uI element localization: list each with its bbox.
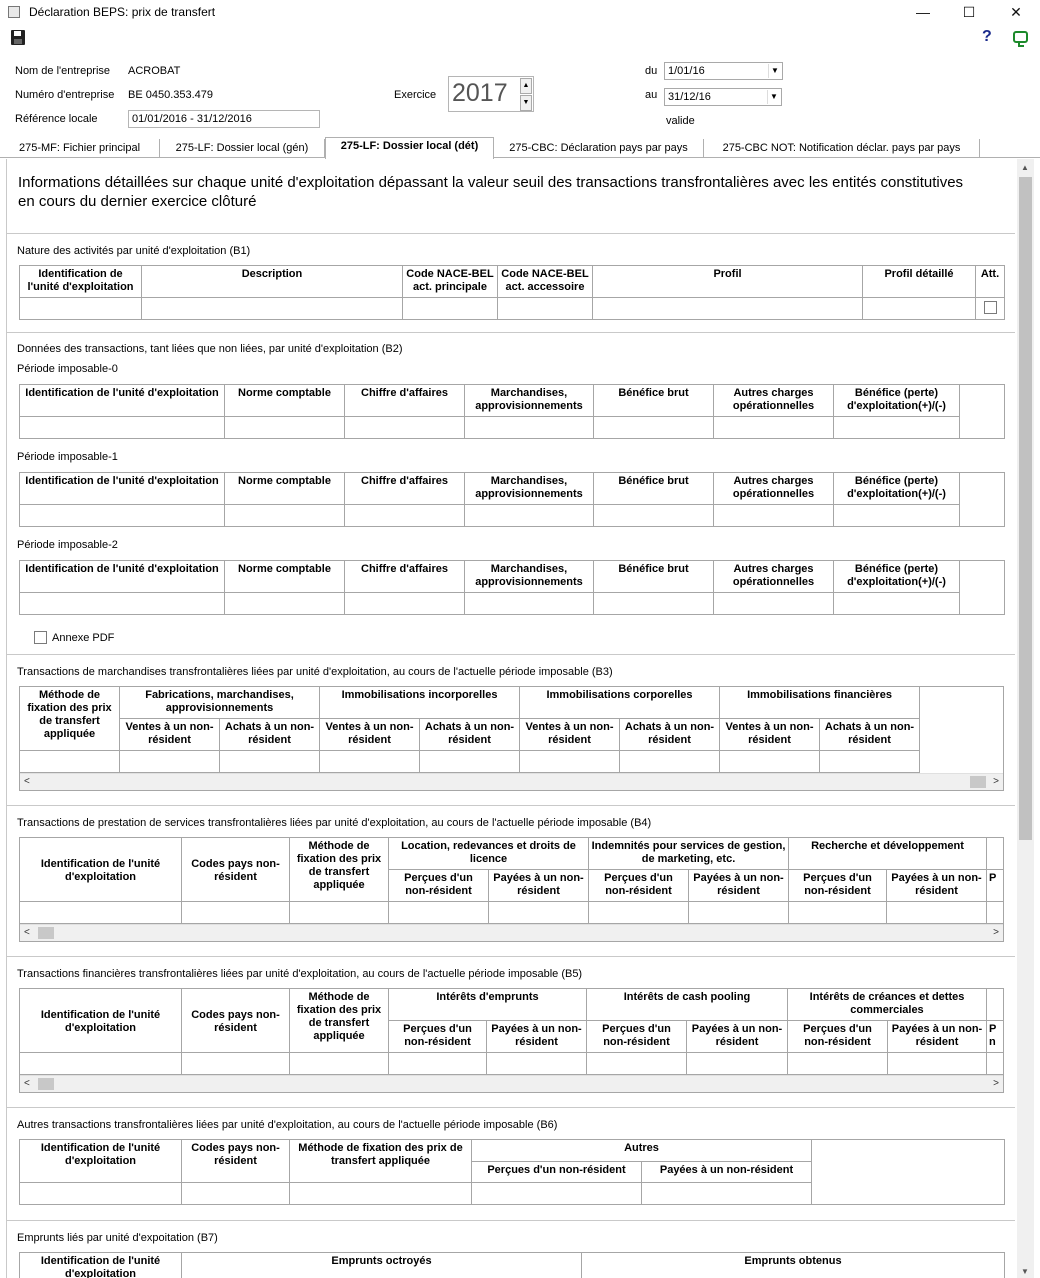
table-cell[interactable] bbox=[20, 1053, 182, 1075]
b2-col-other-charges: Autres charges opérationnelles bbox=[714, 385, 834, 417]
table-cell[interactable] bbox=[714, 417, 834, 439]
table-cell[interactable] bbox=[789, 902, 887, 924]
b2-period-2: Période imposable-2 bbox=[17, 539, 118, 551]
b4-grid bbox=[19, 837, 1004, 942]
b3-sub-purchases: Achats à un non-résident bbox=[820, 719, 920, 751]
b5-col-country: Codes pays non-résident bbox=[182, 989, 290, 1053]
chevron-left-icon[interactable]: < bbox=[24, 776, 30, 787]
b1-col-nace-secondary: Code NACE-BEL act. accessoire bbox=[498, 266, 593, 298]
b2-col-operating-result: Bénéfice (perte) d'exploitation(+)/(-) bbox=[834, 385, 960, 417]
page-title: Informations détaillées sur chaque unité d'exploitation dépassant la valeur seuil des transactions transfrontalières avec les entités constitutives en cours du dernier exercice clôturé bbox=[18, 174, 964, 210]
b5-sub-paid: Payées à un non-résident bbox=[687, 1021, 788, 1053]
spin-up-icon[interactable]: ▲ bbox=[520, 78, 532, 94]
b1-col-profile-detail: Profil détaillé bbox=[863, 266, 976, 298]
b2-col-other-charges: Autres charges opérationnelles bbox=[714, 473, 834, 505]
divider bbox=[7, 956, 1015, 957]
save-icon[interactable] bbox=[11, 30, 25, 45]
divider bbox=[7, 805, 1015, 806]
table-cell[interactable] bbox=[220, 751, 320, 773]
b3-sub-sales: Ventes à un non-résident bbox=[120, 719, 220, 751]
table-cell[interactable] bbox=[465, 593, 594, 615]
b3-group-tangible: Immobilisations corporelles bbox=[520, 687, 720, 719]
help-icon[interactable]: ? bbox=[982, 28, 992, 45]
company-number-value: BE 0450.353.479 bbox=[128, 89, 214, 101]
divider bbox=[7, 654, 1015, 655]
table-cell[interactable] bbox=[620, 751, 720, 773]
b2-col-unit: Identification de l'unité d'exploitation bbox=[20, 473, 225, 505]
b7-title: Emprunts liés par unité d'expoitation (B7) bbox=[17, 1232, 218, 1244]
b6-col-method: Méthode de fixation des prix de transfert appliquée bbox=[290, 1140, 472, 1183]
table-cell[interactable] bbox=[834, 417, 960, 439]
local-reference-label: Référence locale bbox=[15, 113, 98, 125]
b4-sub-received: Perçues d'un non-résident bbox=[389, 870, 489, 902]
table-row bbox=[20, 298, 1005, 320]
b2-col-gross-profit: Bénéfice brut bbox=[594, 561, 714, 593]
annex-pdf-label: Annexe PDF bbox=[52, 632, 115, 644]
company-name-label: Nom de l'entreprise bbox=[15, 65, 111, 77]
b5-sub-received: Perçues d'un non-résident bbox=[587, 1021, 687, 1053]
table-cell[interactable] bbox=[888, 1053, 987, 1075]
local-reference-input[interactable]: 01/01/2016 - 31/12/2016 bbox=[128, 110, 320, 128]
b2-col-gross-profit: Bénéfice brut bbox=[594, 473, 714, 505]
exercise-spinner[interactable] bbox=[448, 76, 534, 112]
table-cell[interactable] bbox=[987, 902, 1005, 924]
b4-sub-paid: Payées à un non-résident bbox=[887, 870, 987, 902]
b6-group-other: Autres bbox=[472, 1140, 812, 1162]
from-date-label: du bbox=[645, 65, 658, 77]
b5-group-cash-pooling: Intérêts de cash pooling bbox=[587, 989, 788, 1021]
table-cell[interactable] bbox=[720, 751, 820, 773]
table-cell[interactable] bbox=[714, 505, 834, 527]
table-cell[interactable] bbox=[225, 417, 345, 439]
table-cell[interactable] bbox=[420, 751, 520, 773]
b5-title: Transactions financières transfrontalières liées par unité d'exploitation, au cours de l'actuelle période imposable (B5) bbox=[17, 968, 583, 980]
b4-title: Transactions de prestation de services transfrontalières liées par unité d'exploitation, au cours de l'actuelle période imposable (B4) bbox=[17, 817, 652, 829]
b4-group-management: Indemnités pour services de gestion, de marketing, etc. bbox=[589, 838, 789, 870]
b2-title: Données des transactions, tant liées que non liées, par unité d'exploitation (B2) bbox=[17, 343, 403, 355]
table-cell[interactable] bbox=[20, 751, 120, 773]
b5-sub-truncated bbox=[987, 1021, 1005, 1053]
b4-group-research: Recherche et développement bbox=[789, 838, 987, 870]
chevron-right-icon[interactable]: > bbox=[993, 776, 999, 787]
table-row bbox=[20, 505, 1005, 527]
b4-col-method: Méthode de fixation des prix de transfert appliquée bbox=[290, 838, 389, 902]
b1-col-att: Att. bbox=[976, 266, 1005, 298]
b2-col-goods: Marchandises, approvisionnements bbox=[465, 561, 594, 593]
b3-sub-sales: Ventes à un non-résident bbox=[520, 719, 620, 751]
b4-sub-received: Perçues d'un non-résident bbox=[789, 870, 887, 902]
table-row bbox=[20, 417, 1005, 439]
app-icon bbox=[8, 6, 20, 18]
table-cell[interactable] bbox=[182, 1053, 290, 1075]
b4-group-rental: Location, redevances et droits de licence bbox=[389, 838, 589, 870]
b6-col-country: Codes pays non-résident bbox=[182, 1140, 290, 1183]
b6-sub-paid: Payées à un non-résident bbox=[642, 1162, 812, 1183]
table-cell[interactable] bbox=[498, 298, 593, 320]
annex-pdf-checkbox[interactable] bbox=[34, 631, 47, 644]
b5-group-loans: Intérêts d'emprunts bbox=[389, 989, 587, 1021]
b2-col-operating-result: Bénéfice (perte) d'exploitation(+)/(-) bbox=[834, 473, 960, 505]
table-filler bbox=[960, 561, 1005, 615]
b2-col-turnover: Chiffre d'affaires bbox=[345, 473, 465, 505]
chevron-up-icon[interactable]: ▲ bbox=[1021, 163, 1029, 172]
table-cell[interactable] bbox=[863, 298, 976, 320]
table-cell[interactable] bbox=[225, 593, 345, 615]
b7-col-unit: Identification de l'unité d'exploitation bbox=[20, 1253, 182, 1278]
b3-title: Transactions de marchandises transfrontalières liées par unité d'exploitation, au cours de l'actuelle période imposable (B3) bbox=[17, 666, 613, 678]
table-cell[interactable] bbox=[345, 417, 465, 439]
table-filler bbox=[960, 473, 1005, 527]
from-date-value: 1/01/16 bbox=[668, 65, 705, 77]
b2-col-standard: Norme comptable bbox=[225, 561, 345, 593]
b4-group-truncated bbox=[987, 838, 1005, 870]
b7-group-granted: Emprunts octroyés bbox=[182, 1253, 582, 1278]
table-cell[interactable] bbox=[987, 1053, 1005, 1075]
b3-sub-sales: Ventes à un non-résident bbox=[320, 719, 420, 751]
toolbar bbox=[0, 27, 1040, 51]
table-cell[interactable] bbox=[589, 902, 689, 924]
table-filler bbox=[812, 1140, 1005, 1205]
b7-group-obtained: Emprunts obtenus bbox=[582, 1253, 1005, 1278]
truncated-n: n bbox=[989, 1036, 996, 1048]
table-row bbox=[20, 902, 1005, 924]
tab-bar bbox=[0, 137, 1040, 158]
b3-sub-purchases: Achats à un non-résident bbox=[420, 719, 520, 751]
table-cell[interactable] bbox=[20, 1183, 182, 1205]
table-cell[interactable] bbox=[593, 298, 863, 320]
table-cell[interactable] bbox=[834, 593, 960, 615]
b4-table bbox=[19, 837, 1004, 924]
table-cell[interactable] bbox=[489, 902, 589, 924]
b5-group-truncated bbox=[987, 989, 1005, 1021]
b5-horizontal-scrollbar[interactable] bbox=[20, 1075, 1003, 1092]
from-date-select[interactable] bbox=[664, 62, 783, 80]
divider bbox=[7, 233, 1015, 234]
b5-sub-received: Perçues d'un non-résident bbox=[389, 1021, 487, 1053]
table-cell[interactable] bbox=[465, 505, 594, 527]
comment-icon[interactable] bbox=[1013, 31, 1028, 43]
company-name-value: ACROBAT bbox=[128, 65, 181, 77]
table-cell[interactable] bbox=[594, 593, 714, 615]
table-cell[interactable] bbox=[465, 417, 594, 439]
table-cell[interactable] bbox=[714, 593, 834, 615]
b4-sub-received: Perçues d'un non-résident bbox=[589, 870, 689, 902]
b5-col-method: Méthode de fixation des prix de transfert appliquée bbox=[290, 989, 389, 1053]
divider bbox=[7, 1107, 1015, 1108]
table-cell[interactable] bbox=[487, 1053, 587, 1075]
spin-down-icon[interactable]: ▼ bbox=[520, 95, 532, 111]
table-cell[interactable] bbox=[642, 1183, 812, 1205]
table-cell[interactable] bbox=[520, 751, 620, 773]
table-cell[interactable] bbox=[594, 505, 714, 527]
chevron-down-icon[interactable]: ▼ bbox=[1021, 1267, 1029, 1276]
b3-group-goods: Fabrications, marchandises, approvisionnements bbox=[120, 687, 320, 719]
vertical-scrollbar[interactable] bbox=[1017, 159, 1034, 1278]
b3-table bbox=[19, 686, 920, 773]
b1-title: Nature des activités par unité d'exploitation (B1) bbox=[17, 245, 251, 257]
tab-master-file[interactable]: 275-MF: Fichier principal bbox=[0, 139, 160, 158]
scroll-thumb[interactable] bbox=[38, 1078, 54, 1090]
b7-table bbox=[19, 1252, 1005, 1278]
b1-col-profile: Profil bbox=[593, 266, 863, 298]
b1-col-nace-main: Code NACE-BEL act. principale bbox=[403, 266, 498, 298]
chevron-right-icon[interactable]: > bbox=[993, 927, 999, 938]
b5-sub-paid: Payées à un non-résident bbox=[487, 1021, 587, 1053]
b2-col-unit: Identification de l'unité d'exploitation bbox=[20, 385, 225, 417]
b2-period-1: Période imposable-1 bbox=[17, 451, 118, 463]
table-cell[interactable] bbox=[290, 1053, 389, 1075]
table-cell[interactable] bbox=[182, 902, 290, 924]
table-cell[interactable] bbox=[20, 298, 142, 320]
tab-local-file-general[interactable]: 275-LF: Dossier local (gén) bbox=[160, 139, 325, 158]
b3-col-method: Méthode de fixation des prix de transfert appliquée bbox=[20, 687, 120, 751]
b1-table bbox=[19, 265, 1005, 320]
tab-cbc-notification[interactable]: 275-CBC NOT: Notification déclar. pays par pays bbox=[704, 139, 980, 158]
table-cell[interactable] bbox=[389, 902, 489, 924]
att-checkbox[interactable] bbox=[984, 301, 997, 314]
table-cell[interactable] bbox=[182, 1183, 290, 1205]
table-cell[interactable] bbox=[290, 1183, 472, 1205]
table-cell[interactable] bbox=[820, 751, 920, 773]
b2-col-turnover: Chiffre d'affaires bbox=[345, 561, 465, 593]
company-number-label: Numéro d'entreprise bbox=[15, 89, 115, 101]
close-button[interactable]: ✕ bbox=[1010, 4, 1022, 20]
b2-col-unit: Identification de l'unité d'exploitation bbox=[20, 561, 225, 593]
chevron-left-icon[interactable]: < bbox=[24, 927, 30, 938]
b5-col-unit: Identification de l'unité d'exploitation bbox=[20, 989, 182, 1053]
scroll-thumb[interactable] bbox=[1019, 177, 1032, 840]
b3-sub-purchases: Achats à un non-résident bbox=[620, 719, 720, 751]
status-text: valide bbox=[666, 115, 695, 127]
exercise-value: 2017 bbox=[452, 79, 508, 107]
b2-table-period-0 bbox=[19, 384, 1005, 439]
to-date-label: au bbox=[645, 89, 658, 101]
divider bbox=[7, 1220, 1015, 1221]
chevron-right-icon[interactable]: > bbox=[993, 1078, 999, 1089]
b2-col-goods: Marchandises, approvisionnements bbox=[465, 385, 594, 417]
detail-panel bbox=[6, 159, 1017, 1278]
table-cell[interactable] bbox=[20, 593, 225, 615]
table-cell[interactable] bbox=[120, 751, 220, 773]
chevron-down-icon[interactable]: ▼ bbox=[767, 90, 780, 104]
b1-col-description: Description bbox=[142, 266, 403, 298]
scroll-thumb[interactable] bbox=[970, 776, 986, 788]
b4-col-unit: Identification de l'unité d'exploitation bbox=[20, 838, 182, 902]
table-cell[interactable] bbox=[345, 593, 465, 615]
table-cell[interactable] bbox=[403, 298, 498, 320]
table-cell[interactable] bbox=[689, 902, 789, 924]
table-filler bbox=[960, 385, 1005, 439]
b2-col-operating-result: Bénéfice (perte) d'exploitation(+)/(-) bbox=[834, 561, 960, 593]
b2-col-standard: Norme comptable bbox=[225, 385, 345, 417]
b6-sub-received: Perçues d'un non-résident bbox=[472, 1162, 642, 1183]
b5-sub-received: Perçues d'un non-résident bbox=[788, 1021, 888, 1053]
table-cell[interactable] bbox=[345, 505, 465, 527]
chevron-left-icon[interactable]: < bbox=[24, 1078, 30, 1089]
table-row bbox=[20, 1053, 1005, 1075]
b2-col-goods: Marchandises, approvisionnements bbox=[465, 473, 594, 505]
table-cell[interactable] bbox=[687, 1053, 788, 1075]
b5-group-receivables: Intérêts de créances et dettes commerciales bbox=[788, 989, 987, 1021]
b2-table-period-2 bbox=[19, 560, 1005, 615]
table-cell[interactable] bbox=[20, 417, 225, 439]
b6-col-unit: Identification de l'unité d'exploitation bbox=[20, 1140, 182, 1183]
scroll-thumb[interactable] bbox=[38, 927, 54, 939]
to-date-value: 31/12/16 bbox=[668, 91, 711, 103]
tab-local-file-detail[interactable]: 275-LF: Dossier local (dét) bbox=[325, 137, 494, 159]
divider bbox=[7, 332, 1015, 333]
table-cell[interactable] bbox=[587, 1053, 687, 1075]
b2-col-standard: Norme comptable bbox=[225, 473, 345, 505]
b4-col-country: Codes pays non-résident bbox=[182, 838, 290, 902]
b4-sub-truncated: P bbox=[987, 870, 1005, 902]
chevron-down-icon[interactable]: ▼ bbox=[768, 64, 781, 78]
table-row bbox=[20, 593, 1005, 615]
table-cell[interactable] bbox=[834, 505, 960, 527]
minimize-button[interactable]: — bbox=[916, 4, 930, 20]
table-cell bbox=[976, 298, 1005, 320]
b3-horizontal-scrollbar[interactable] bbox=[20, 773, 1003, 790]
b6-title: Autres transactions transfrontalières liées par unité d'exploitation, au cours de l'actuelle période imposable (B6) bbox=[17, 1119, 558, 1131]
b1-col-unit: Identification de l'unité d'exploitation bbox=[20, 266, 142, 298]
b3-sub-sales: Ventes à un non-résident bbox=[720, 719, 820, 751]
table-cell[interactable] bbox=[472, 1183, 642, 1205]
table-cell[interactable] bbox=[788, 1053, 888, 1075]
b5-table bbox=[19, 988, 1004, 1075]
table-cell[interactable] bbox=[887, 902, 987, 924]
b3-sub-purchases: Achats à un non-résident bbox=[220, 719, 320, 751]
b6-table bbox=[19, 1139, 1005, 1205]
b5-sub-paid: Payées à un non-résident bbox=[888, 1021, 987, 1053]
maximize-button[interactable]: ☐ bbox=[962, 4, 976, 20]
b3-group-financial: Immobilisations financières bbox=[720, 687, 920, 719]
truncated-p: P bbox=[989, 1023, 997, 1035]
window-title: Déclaration BEPS: prix de transfert bbox=[29, 5, 216, 19]
to-date-select[interactable] bbox=[664, 88, 782, 106]
annex-pdf-option[interactable] bbox=[34, 631, 114, 644]
b2-col-other-charges: Autres charges opérationnelles bbox=[714, 561, 834, 593]
b3-group-intangible: Immobilisations incorporelles bbox=[320, 687, 520, 719]
b4-horizontal-scrollbar[interactable] bbox=[20, 924, 1003, 941]
b2-table-period-1 bbox=[19, 472, 1005, 527]
b4-sub-paid: Payées à un non-résident bbox=[489, 870, 589, 902]
tab-cbc-declaration[interactable]: 275-CBC: Déclaration pays par pays bbox=[494, 139, 704, 158]
table-cell[interactable] bbox=[290, 902, 389, 924]
table-cell[interactable] bbox=[142, 298, 403, 320]
table-cell[interactable] bbox=[320, 751, 420, 773]
table-cell[interactable] bbox=[389, 1053, 487, 1075]
table-cell[interactable] bbox=[20, 902, 182, 924]
b2-col-gross-profit: Bénéfice brut bbox=[594, 385, 714, 417]
title-bar bbox=[0, 0, 1040, 26]
exercise-label: Exercice bbox=[394, 89, 437, 101]
b2-period-0: Période imposable-0 bbox=[17, 363, 118, 375]
table-cell[interactable] bbox=[594, 417, 714, 439]
b2-col-turnover: Chiffre d'affaires bbox=[345, 385, 465, 417]
b3-grid bbox=[19, 686, 1004, 791]
b4-sub-paid: Payées à un non-résident bbox=[689, 870, 789, 902]
table-row bbox=[20, 751, 920, 773]
table-cell[interactable] bbox=[20, 505, 225, 527]
b5-grid bbox=[19, 988, 1004, 1093]
table-cell[interactable] bbox=[225, 505, 345, 527]
